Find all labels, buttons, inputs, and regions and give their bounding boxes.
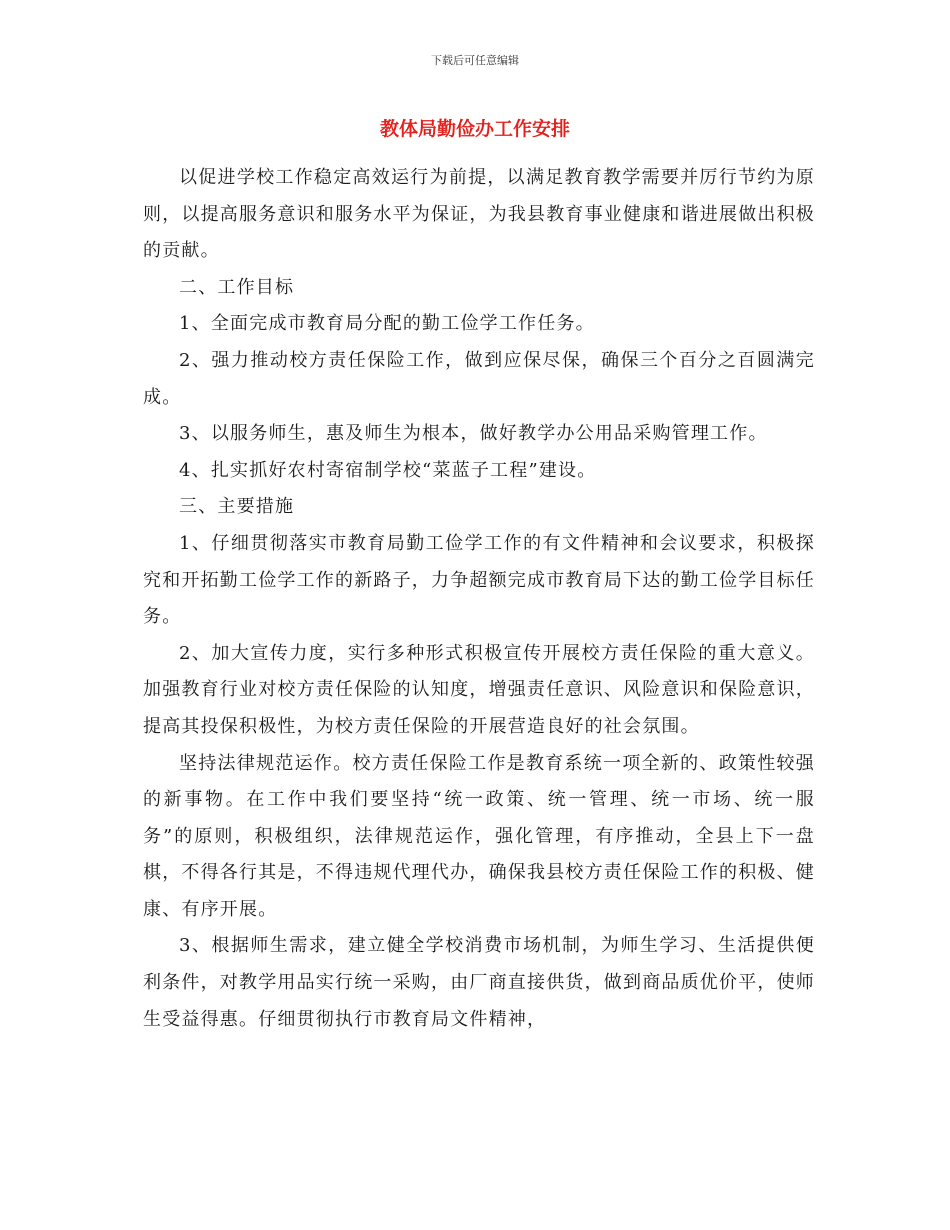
section-heading-goals: 二、工作目标 <box>179 276 295 298</box>
paragraph-legal-operation: 坚持法律规范运作。校方责任保险工作是教育系统一项全新的、政策性较强的新事物。在工作中我们要坚持“统一政策、统一管理、统一市场、统一服务”的原则，积极组织，法律规范运作，强化管理，有序推动，全县上下一盘棋，不得各行其是，不得违规代理代办，确保我县校方责任保险工作的积极、健康、有序开展。 <box>143 752 815 920</box>
section-heading-measures: 三、主要措施 <box>179 496 295 518</box>
page-header-note: 下载后可任意编辑 <box>431 54 519 67</box>
document-body <box>143 160 815 1038</box>
measure-item-2: 2、加大宣传力度，实行多种形式积极宣传开展校方责任保险的重大意义。加强教育行业对校方责任保险的认知度，增强责任意识、风险意识和保险意识，提高其投保积极性，为校方责任保险的开展营造良好的社会氛围。 <box>143 642 815 737</box>
document-title: 教体局勤俭办工作安排 <box>379 118 570 140</box>
goal-item-1: 1、全面完成市教育局分配的勤工俭学工作任务。 <box>179 313 595 335</box>
measure-item-1: 1、仔细贯彻落实市教育局勤工俭学工作的有文件精神和会议要求，积极探究和开拓勤工俭学工作的新路子，力争超额完成市教育局下达的勤工俭学目标任务。 <box>143 532 815 628</box>
goal-item-3: 3、以服务师生，惠及师生为根本，做好教学办公用品采购管理工作。 <box>179 423 768 445</box>
measure-item-3: 3、根据师生需求，建立健全学校消费市场机制，为师生学习、生活提供便利条件，对教学用品实行统一采购，由厂商直接供货，做到商品质优价平，使师生受益得惠。仔细贯彻执行市教育局文件精神， <box>143 935 815 1030</box>
goal-item-4: 4、扎实抓好农村寄宿制学校“菜蓝子工程”建设。 <box>179 459 597 481</box>
paragraph-intro: 以促进学校工作稳定高效运行为前提，以满足教育教学需要并厉行节约为原则，以提高服务意识和服务水平为保证，为我县教育事业健康和谐进展做出积极的贡献。 <box>143 167 815 262</box>
goal-item-2: 2、强力推动校方责任保险工作，做到应保尽保，确保三个百分之百圆满完成。 <box>143 349 815 408</box>
